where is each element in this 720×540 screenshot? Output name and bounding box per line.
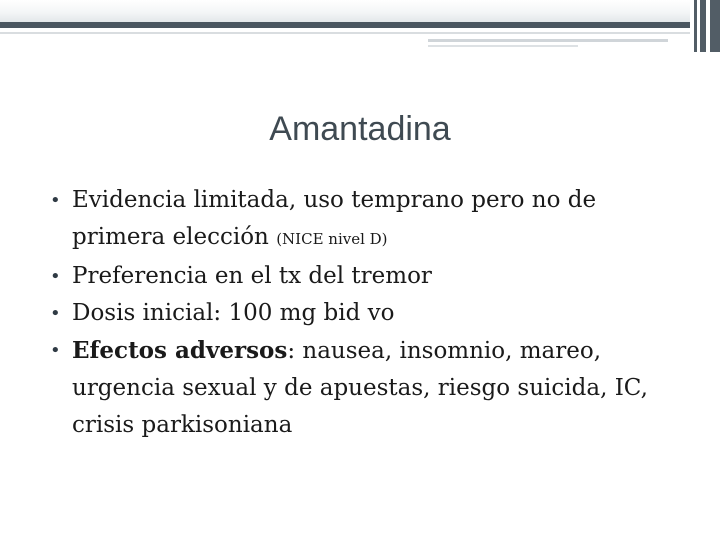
header-thin-line (0, 32, 690, 34)
bullet-note: (NICE nivel D) (276, 230, 388, 248)
bullet-item (46, 295, 686, 332)
bullet-item (46, 258, 686, 295)
header-accent-line-short (428, 45, 578, 47)
bullet-text: Dosis inicial: 100 mg bid vo (72, 300, 395, 326)
header-rule (0, 22, 690, 28)
corner-bar (700, 0, 706, 52)
bullet-dot: • (50, 303, 61, 324)
corner-bar (694, 0, 697, 52)
corner-bar (710, 0, 720, 52)
bullet-bold-label: Efectos adversos (72, 337, 288, 364)
slide-title: Amantadina (269, 110, 451, 148)
bullet-text: : nausea, insomnio, mareo, urgencia sexual y de apuestas, riesgo suicida, IC, crisis parkisoniana (72, 338, 648, 438)
bullet-dot: • (50, 340, 61, 361)
bullet-dot: • (50, 190, 61, 211)
header-accent-line (428, 39, 668, 42)
header-band (0, 0, 720, 24)
bullet-dot: • (50, 266, 61, 287)
header-gradient (0, 0, 690, 22)
bullet-item (46, 332, 686, 444)
bullet-list (46, 182, 686, 444)
corner-bars-decoration (690, 0, 720, 52)
bullet-text: Preferencia en el tx del tremor (72, 263, 432, 289)
bullet-text: Evidencia limitada, uso temprano pero no de primera elección (72, 187, 597, 250)
bullet-item (46, 182, 686, 258)
